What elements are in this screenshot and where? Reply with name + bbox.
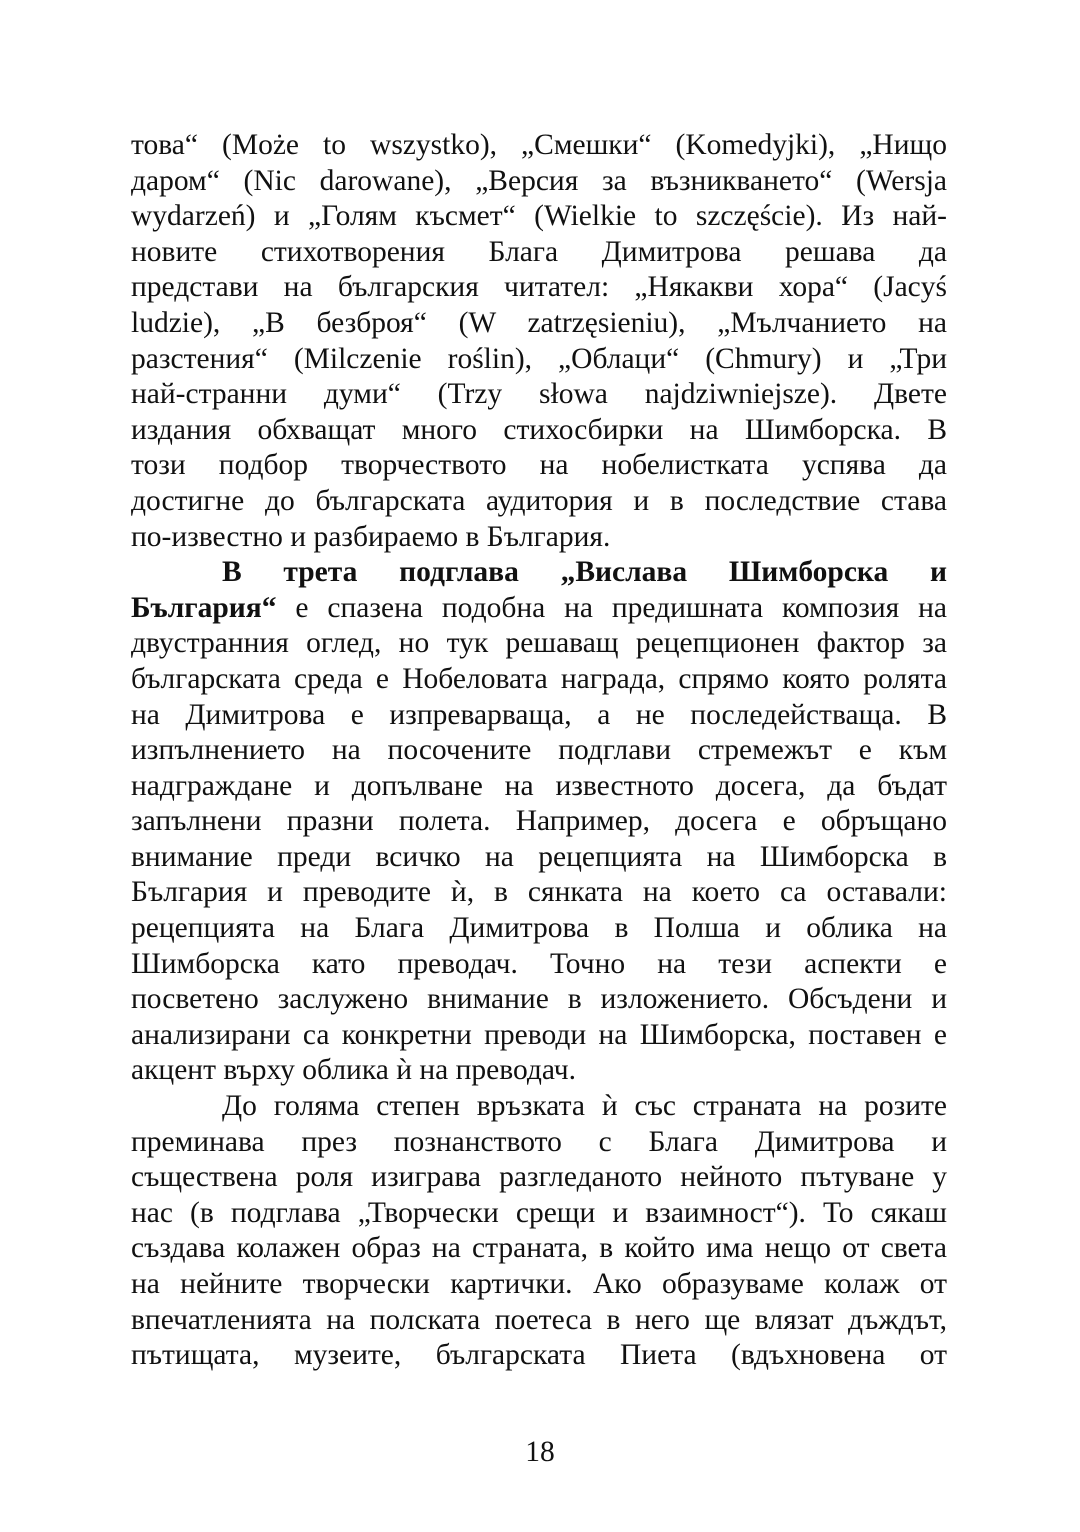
text-line (131, 591, 947, 627)
bold-lead-continued: България“ (131, 591, 277, 624)
page-body (131, 128, 947, 1374)
text-line: на нейните творчески картички. Ако образуваме колаж от (131, 1268, 947, 1300)
text-line: надграждане и допълване на известното досега, да бъдат (131, 769, 947, 802)
text-line: внимание преди всичко на рецепцията на Шимборска в (131, 840, 947, 873)
text-line: посветено заслужено внимание в изложението. Обсъдени и (131, 983, 947, 1016)
text-line: създава колажен образ на страната, в който има нещо от света (131, 1232, 947, 1265)
text-line-bold-heading (131, 555, 947, 591)
text-line: анализирани са конкретни преводи на Шимборска, поставен е (131, 1018, 947, 1051)
text-line: българската среда е Нобеловата награда, спрямо която ролята (131, 662, 947, 695)
text-line: преминава през познанството с Блага Димитрова и (131, 1125, 947, 1158)
text-line: съществена роля изиграва разгледаното нейното пътуване у (131, 1161, 947, 1194)
text-line: До голяма степен връзката ѝ със страната на розите (222, 1090, 947, 1123)
text-line: новите стихотворения Блага Димитрова решава да (131, 235, 947, 268)
text-after-bold: е спазена подобна на предишната композия на (276, 591, 947, 624)
text-line: нас (в подглава „Творчески срещи и взаимност“). То сякаш (131, 1196, 947, 1229)
text-line: акцент върху облика ѝ на преводач. (131, 1054, 577, 1087)
text-line: най-странни думи“ (Trzy słowa najdziwniejsze). Двете (131, 378, 947, 411)
text-line: по-известно и разбираемо в България. (131, 520, 611, 553)
text-line: впечатленията на полската поетеса в него ще влязат дъждът, (131, 1303, 947, 1336)
text-line: този подбор творчеството на нобелистката успява да (131, 449, 947, 482)
text-line: представи на българския читател: „Някакви хора“ (Jacyś (131, 271, 947, 304)
paragraph-1 (131, 128, 947, 555)
text-line: двустранния оглед, но тук решаващ рецепционен фактор за (131, 627, 947, 660)
text-line: запълнени празни полета. Например, досега е обръщано (131, 805, 947, 838)
text-line: разстения“ (Milczenie roślin), „Облаци“ (Chmury) и „Три (131, 342, 947, 375)
text-line: на Димитрова е изпреварваща, а не последействаща. В (131, 698, 947, 731)
text-line: България и преводите ѝ, в сянката на което са оставали: (131, 876, 947, 909)
bold-lead: В трета подглава „Вислава Шимборска и (222, 556, 947, 589)
text-line: Шимборска като преводач. Точно на тези аспекти е (131, 947, 947, 980)
page-number: 18 (525, 1436, 555, 1468)
text-line: даром“ (Nic darowane), „Версия за възникването“ (Wersja (131, 164, 947, 197)
text-line: ludzie), „В безброя“ (W zatrzęsieniu), „Мълчанието на (131, 306, 947, 339)
text-line: wydarzeń) и „Голям късмет“ (Wielkie to szczęście). Из най- (131, 200, 947, 233)
text-line: издания обхващат много стихосбирки на Шимборска. В (131, 413, 947, 446)
text-line: пътищата, музеите, българската Пиета (вдъхновена от (131, 1339, 947, 1372)
paragraph-3 (131, 1089, 947, 1374)
text-line: рецепцията на Блага Димитрова в Полша и облика на (131, 912, 947, 945)
text-line: това“ (Może to wszystko), „Смешки“ (Komedyjki), „Нищо (131, 129, 947, 161)
paragraph-2 (131, 555, 947, 1089)
text-line: изпълнението на посочените подглави стремежът е към (131, 734, 947, 767)
text-line: достигне до българската аудитория и в последствие става (131, 484, 947, 517)
